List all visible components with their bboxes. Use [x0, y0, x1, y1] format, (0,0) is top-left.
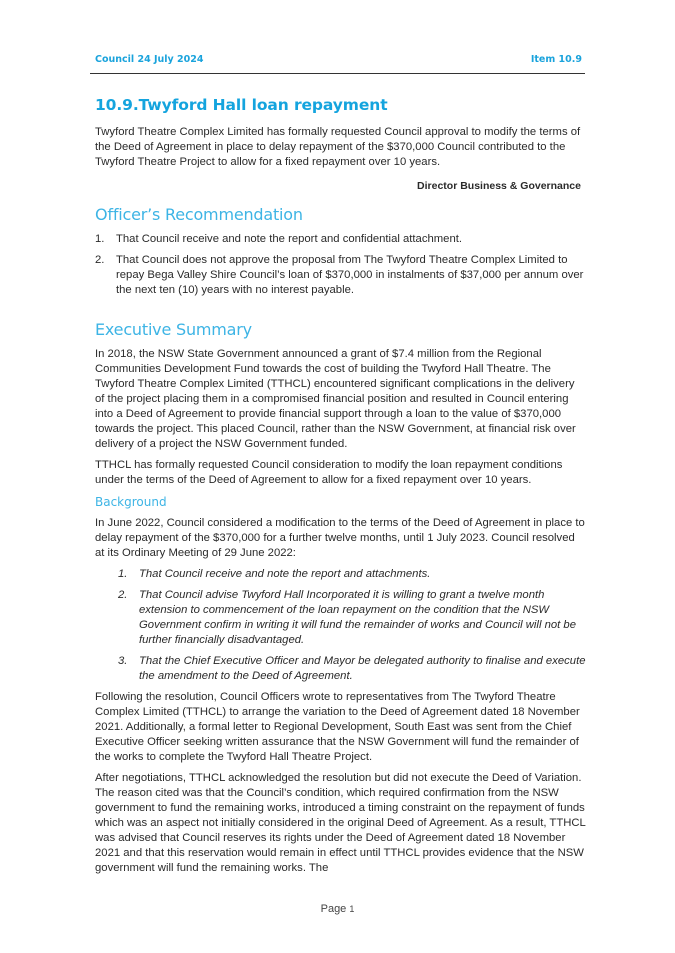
item-number: 2.	[95, 254, 105, 266]
item-number: 2.	[118, 589, 128, 601]
item-text: That Council advise Twyford Hall Incorporated it is willing to grant a twelve month extension to commencement of the loan repayment on the condition that the NSW Government confirm in writing it will fund the remainder of works and Council will not be further financially disadvantaged.	[139, 589, 576, 646]
item-number: 1.	[95, 233, 105, 245]
recommendation-heading: Officer’s Recommendation	[95, 205, 303, 224]
summary-intro-text: Twyford Theatre Complex Limited has formally requested Council approval to modify the terms of the Deed of Agreement in place to delay repayment of the $370,000 Council contributed to the Twyford Theatre Project to allow for a fixed repayment over 10 years.	[95, 126, 581, 168]
paragraph: Following the resolution, Council Officers wrote to representatives from The Twyford Theatre Complex Limited (TTHCL) to arrange the variation to the Deed of Agreement dated 18 November 2021. Additionally, a formal letter to Regional Development, South East was sent from the Chief Executive Officer seeking written assurance that the NSW Government will fund the remainder of the works to complete the Twyford Hall Theatre Project.	[95, 691, 580, 763]
resolution-list	[95, 567, 587, 684]
background-body	[95, 516, 587, 876]
summary-intro	[95, 125, 587, 170]
title-text: Twyford Hall loan repayment	[138, 96, 388, 114]
meeting-date: Council 24 July 2024	[95, 54, 204, 65]
resolution-item	[95, 588, 587, 648]
item-text: That the Chief Executive Officer and Mayor be delegated authority to finalise and execute the amendment to the Deed of Agreement.	[139, 655, 586, 682]
responsible-officer: Director Business & Governance	[417, 180, 581, 192]
paragraph: In 2018, the NSW State Government announced a grant of $7.4 million from the Regional Communities Development Fund towards the cost of building the Twyford Hall Theatre. The Twyford Theatre Complex Limited (TTHCL) encountered significant complications in the delivery of the project placing them in a compromised financial position and resulted in Council entering into a Deed of Agreement to provide financial support through a loan to the value of $370,000 towards the project. This placed Council, rather than the NSW Government, at financial risk over delivery of a project the NSW Government funded.	[95, 348, 576, 450]
page-footer	[0, 903, 675, 915]
header-rule	[90, 73, 585, 74]
recommendation-item	[95, 253, 587, 298]
recommendation-item	[95, 232, 587, 247]
paragraph: In June 2022, Council considered a modification to the terms of the Deed of Agreement in place to delay repayment of the $370,000 for a further twelve months, until 1 July 2023. Council resolved at its Ordinary Meeting of 29 June 2022:	[95, 517, 585, 559]
item-text: That Council receive and note the report and confidential attachment.	[116, 233, 463, 245]
page-number: 1	[349, 904, 355, 914]
item-number: Item 10.9	[530, 54, 582, 65]
resolution-item	[95, 654, 587, 684]
item-number: 3.	[118, 655, 128, 667]
item-number: 1.	[118, 568, 128, 580]
paragraph: TTHCL has formally requested Council consideration to modify the loan repayment conditions under the terms of the Deed of Agreement to allow for a fixed repayment over 10 years.	[95, 459, 563, 486]
page-title	[95, 96, 388, 114]
recommendation-list	[95, 232, 587, 304]
title-number: 10.9.	[95, 96, 139, 114]
item-text: That Council receive and note the report and attachments.	[139, 568, 431, 580]
running-header	[95, 54, 582, 68]
executive-summary-body	[95, 347, 587, 488]
background-heading: Background	[95, 495, 167, 509]
resolution-item	[95, 567, 587, 582]
paragraph: After negotiations, TTHCL acknowledged the resolution but did not execute the Deed of Variation. The reason cited was that the Council’s condition, which required confirmation from the NSW government to fund the remaining works, introduced a timing constraint on the repayment of funds which was an aspect not initially considered in the original Deed of Agreement. As a result, TTHCL was advised that Council reserves its rights under the Deed of Agreement dated 18 November 2021 and that this reservation would remain in effect until TTHCL provides evidence that the NSW government will fund the remaining works. The	[95, 772, 586, 874]
page-label: Page	[320, 903, 347, 915]
executive-summary-heading: Executive Summary	[95, 320, 252, 339]
item-text: That Council does not approve the proposal from The Twyford Theatre Complex Limited to repay Bega Valley Shire Council’s loan of $370,000 in instalments of $37,000 per annum over the next ten (10) years with no interest payable.	[116, 254, 584, 296]
